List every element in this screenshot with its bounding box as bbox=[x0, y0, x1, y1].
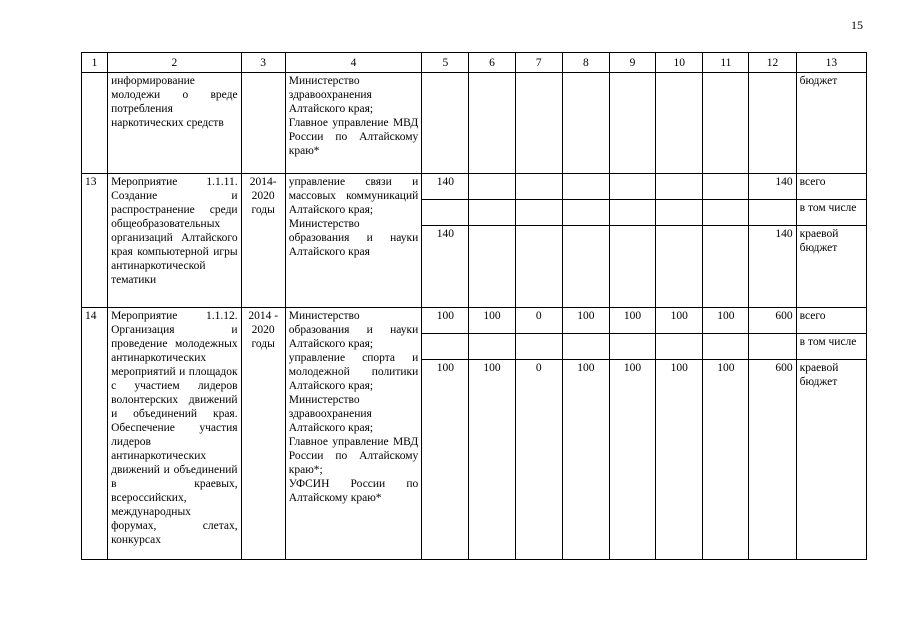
value-cell bbox=[469, 174, 515, 200]
value-cell bbox=[562, 73, 609, 174]
executors: Министерство образования и науки Алтайского края; управление спорта и молодежной политики Алтайского края; Министерство здравоохранения Алтайского края; Главное управление МВД России по Алтайскому краю*; УФСИН России по Алтайскому краю* bbox=[285, 308, 422, 560]
value-cell: 100 bbox=[656, 360, 703, 560]
value-cell bbox=[515, 226, 562, 308]
column-header: 5 bbox=[422, 53, 469, 73]
value-cell: 140 bbox=[422, 174, 469, 200]
value-cell: 0 bbox=[515, 308, 562, 334]
period: 2014 - 2020 годы bbox=[241, 308, 285, 560]
column-header: 8 bbox=[562, 53, 609, 73]
column-header: 12 bbox=[749, 53, 796, 73]
value-cell bbox=[422, 73, 469, 174]
executors: управление связи и массовых коммуникаций Алтайского края; Министерство образования и науки Алтайского края bbox=[285, 174, 422, 308]
activity-name: информирование молодежи о вреде потребления наркотических средств bbox=[108, 73, 242, 174]
value-cell bbox=[703, 200, 749, 226]
value-cell bbox=[422, 200, 469, 226]
value-cell: 100 bbox=[562, 308, 609, 334]
value-cell bbox=[703, 174, 749, 200]
column-header: 6 bbox=[469, 53, 515, 73]
column-header: 7 bbox=[515, 53, 562, 73]
value-cell: 100 bbox=[703, 308, 749, 334]
table-row bbox=[82, 174, 867, 200]
value-cell bbox=[656, 226, 703, 308]
value-cell bbox=[703, 334, 749, 360]
value-cell bbox=[609, 226, 655, 308]
value-cell bbox=[515, 73, 562, 174]
value-cell: 100 bbox=[656, 308, 703, 334]
column-header: 13 bbox=[796, 53, 866, 73]
total-cell bbox=[749, 200, 796, 226]
column-header: 2 bbox=[108, 53, 242, 73]
table-row bbox=[82, 73, 867, 174]
value-cell: 140 bbox=[422, 226, 469, 308]
value-cell bbox=[469, 226, 515, 308]
value-cell bbox=[703, 226, 749, 308]
value-cell bbox=[703, 73, 749, 174]
funding-source: бюджет bbox=[796, 73, 866, 174]
value-cell: 0 bbox=[515, 360, 562, 560]
column-header: 10 bbox=[656, 53, 703, 73]
value-cell bbox=[609, 73, 655, 174]
value-cell: 100 bbox=[562, 360, 609, 560]
column-header: 11 bbox=[703, 53, 749, 73]
value-cell bbox=[562, 174, 609, 200]
funding-source: в том числе bbox=[796, 200, 866, 226]
executors: Министерство здравоохранения Алтайского края; Главное управление МВД России по Алтайскому краю* bbox=[285, 73, 422, 174]
value-cell bbox=[562, 200, 609, 226]
value-cell bbox=[656, 73, 703, 174]
value-cell bbox=[656, 200, 703, 226]
value-cell bbox=[469, 334, 515, 360]
value-cell bbox=[515, 200, 562, 226]
row-number bbox=[82, 73, 108, 174]
value-cell: 100 bbox=[469, 360, 515, 560]
total-cell bbox=[749, 73, 796, 174]
program-table bbox=[81, 52, 867, 560]
value-cell bbox=[609, 174, 655, 200]
funding-source: всего bbox=[796, 174, 866, 200]
value-cell: 100 bbox=[469, 308, 515, 334]
total-cell: 140 bbox=[749, 226, 796, 308]
total-cell: 600 bbox=[749, 308, 796, 334]
total-cell: 600 bbox=[749, 360, 796, 560]
column-header: 4 bbox=[285, 53, 422, 73]
value-cell: 100 bbox=[609, 308, 655, 334]
value-cell bbox=[422, 334, 469, 360]
table-row bbox=[82, 308, 867, 334]
column-header: 1 bbox=[82, 53, 108, 73]
value-cell bbox=[469, 73, 515, 174]
value-cell bbox=[656, 174, 703, 200]
total-cell: 140 bbox=[749, 174, 796, 200]
value-cell bbox=[609, 200, 655, 226]
value-cell bbox=[469, 200, 515, 226]
funding-source: краевой бюджет bbox=[796, 360, 866, 560]
value-cell: 100 bbox=[609, 360, 655, 560]
value-cell: 100 bbox=[422, 360, 469, 560]
column-header: 3 bbox=[241, 53, 285, 73]
value-cell bbox=[562, 334, 609, 360]
period: 2014-2020 годы bbox=[241, 174, 285, 308]
value-cell: 100 bbox=[422, 308, 469, 334]
value-cell bbox=[515, 334, 562, 360]
row-number: 14 bbox=[82, 308, 108, 560]
value-cell: 100 bbox=[703, 360, 749, 560]
value-cell bbox=[656, 334, 703, 360]
funding-source: всего bbox=[796, 308, 866, 334]
page-number: 15 bbox=[851, 18, 863, 32]
column-header: 9 bbox=[609, 53, 655, 73]
activity-name: Мероприятие 1.1.11. Создание и распространение среди общеобразовательных организаций Алтайского края компьютерной игры антинаркотической тематики bbox=[108, 174, 242, 308]
funding-source: в том числе bbox=[796, 334, 866, 360]
total-cell bbox=[749, 334, 796, 360]
activity-name: Мероприятие 1.1.12. Организация и проведение молодежных антинаркотических мероприятий и площадок с участием лидеров волонтерских движений и объединений края. Обеспечение участия лидеров антинаркотических движений и объединений в краевых, всероссийских, международных форумах, слетах, конкурсах bbox=[108, 308, 242, 560]
value-cell bbox=[515, 174, 562, 200]
value-cell bbox=[609, 334, 655, 360]
header-row bbox=[82, 53, 867, 73]
row-number: 13 bbox=[82, 174, 108, 308]
value-cell bbox=[562, 226, 609, 308]
funding-source: краевой бюджет bbox=[796, 226, 866, 308]
period bbox=[241, 73, 285, 174]
